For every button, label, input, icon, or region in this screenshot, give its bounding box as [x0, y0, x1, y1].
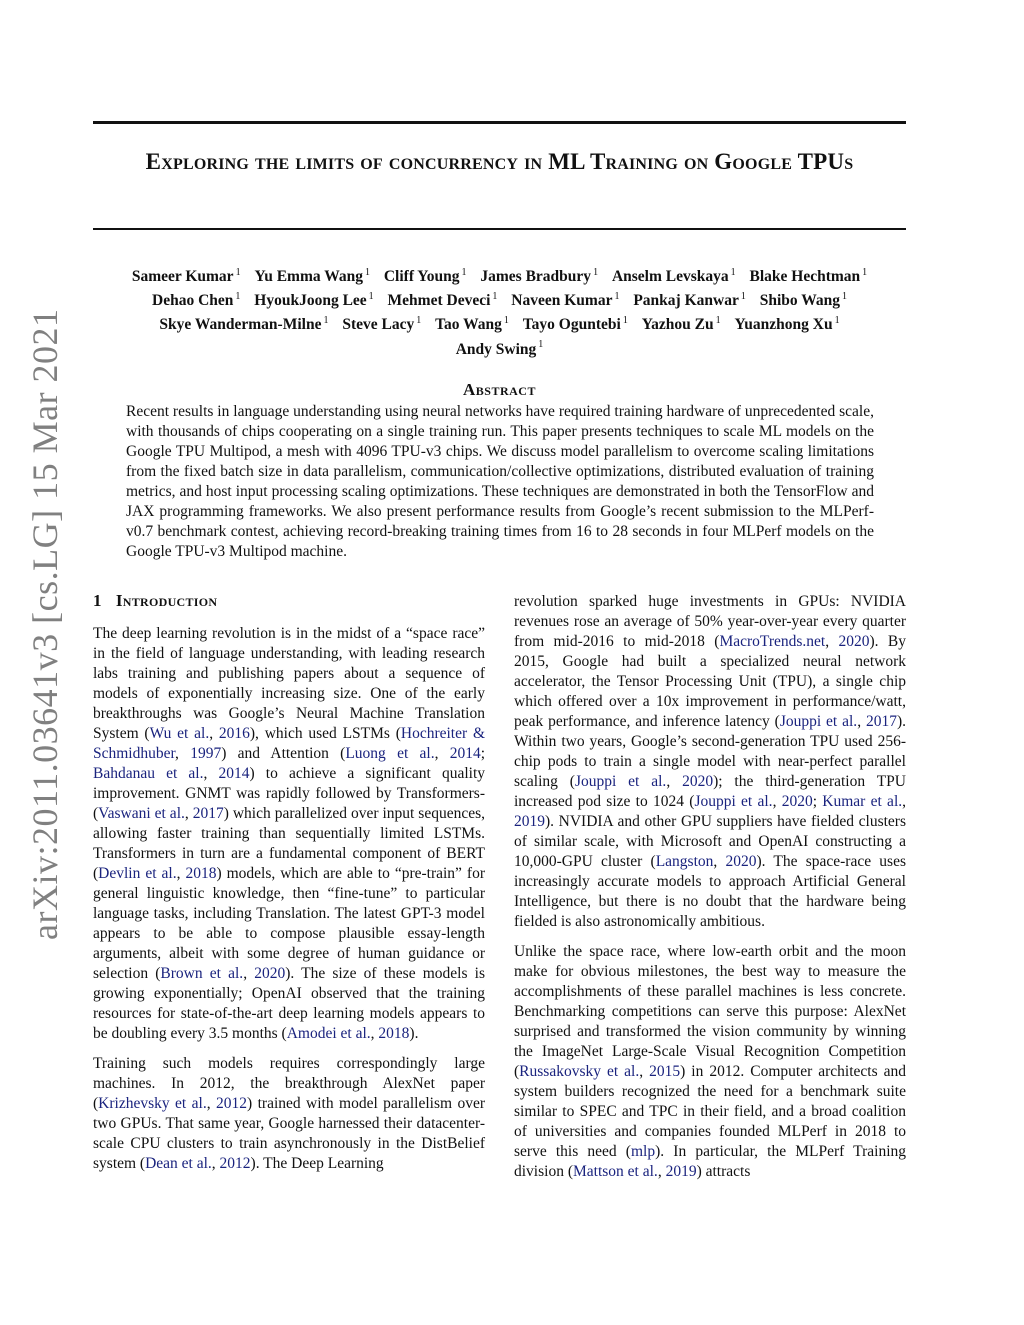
text-run: , [209, 725, 219, 742]
text-run: , [243, 965, 255, 982]
author: James Bradbury $^1$ [480, 267, 599, 286]
citation-link[interactable]: Luong et al. [345, 745, 435, 762]
text-run: ). By 2015, Google had built a specialized neural network accelerator, the Tensor Processing Unit (TPU), a single chip which offered over a 10x improvement in performance/watt, peak performance, and inference latency ( [514, 633, 906, 730]
citation-link[interactable]: 2015 [649, 1063, 681, 1080]
text-run: , [203, 765, 219, 782]
text-run: , [211, 1155, 220, 1172]
citation-link[interactable]: 2017 [192, 805, 224, 822]
paragraph [514, 942, 906, 1182]
author: Andy Swing $^1$ [455, 339, 544, 358]
text-run: , [206, 1095, 217, 1112]
text-run: ) to achieve a significant quality improvement. GNMT was rapidly followed by Transformers- ( [93, 765, 485, 822]
citation-link[interactable]: Kumar et al. [822, 793, 903, 810]
author: Dehao Chen $^1$ [152, 291, 241, 310]
citation-link[interactable]: 1997 [190, 745, 222, 762]
title-top-rule [93, 121, 906, 124]
text-run: , [666, 773, 683, 790]
author: Mehmet Deveci $^1$ [387, 291, 498, 310]
text-run: Training such models requires correspondingly large machines. In 2012, the breakthrough AlexNet paper ( [93, 1055, 485, 1112]
citation-link[interactable]: 2018 [185, 865, 217, 882]
text-run: , [175, 745, 191, 762]
arxiv-stamp: arXiv:2011.03641v3 [cs.LG] 15 Mar 2021 [25, 308, 65, 940]
text-run: ; [812, 793, 823, 810]
author: Anselm Levskaya $^1$ [611, 267, 736, 286]
citation-link[interactable]: 2014 [218, 765, 250, 782]
text-run: ); the third-generation TPU increased pod size to 1024 ( [514, 773, 906, 810]
citation-link[interactable]: mlp [630, 1143, 656, 1160]
section-title: Introduction [115, 591, 218, 610]
author: Tao Wang $^1$ [435, 315, 509, 334]
citation-link[interactable]: 2020 [682, 773, 714, 790]
text-run: , [639, 1063, 650, 1080]
text-run: ). The space-race uses increasingly accurate models to approach Artificial General Intelligence, but there is no doubt that the hardware being fielded is also astronomically ambitious. [514, 853, 906, 930]
text-run: ). The size of these models is growing exponentially; OpenAI observed that the training resources for state-of-the-art deep learning models appears to be doubling every 3.5 months ( [93, 965, 486, 1042]
author: Naveen Kumar $^1$ [511, 291, 620, 310]
citation-link[interactable]: Brown et al. [160, 965, 244, 982]
author: Blake Hechtman $^1$ [749, 267, 868, 286]
author: Yu Emma Wang $^1$ [254, 267, 370, 286]
text-run: ). In particular, the MLPerf Training division ( [514, 1143, 907, 1180]
author: Steve Lacy $^1$ [342, 315, 422, 334]
author: Yuanzhong Xu $^1$ [734, 315, 840, 334]
text-run: , [434, 745, 450, 762]
author: Yazhou Zu $^1$ [641, 315, 721, 334]
paper-title: Exploring the limits of concurrency in ML Training on Google TPUs [145, 149, 854, 174]
citation-link[interactable]: Hochreiter & Schmidhuber [93, 725, 486, 762]
citation-link[interactable]: 2020 [838, 633, 870, 650]
citation-link[interactable]: Langston [655, 853, 714, 870]
title-bottom-rule [93, 228, 906, 230]
citation-link[interactable]: 2016 [218, 725, 250, 742]
text-run: ) attracts [696, 1163, 751, 1180]
citation-link[interactable]: 2019 [665, 1163, 697, 1180]
text-run: , [902, 793, 906, 810]
citation-link[interactable]: 2012 [219, 1155, 251, 1172]
author: Tayo Oguntebi $^1$ [522, 315, 628, 334]
text-run: ), which used LSTMs ( [249, 725, 401, 742]
citation-link[interactable]: Amodei et al. [286, 1025, 371, 1042]
text-run: The deep learning revolution is in the midst of a “space race” in the field of language understanding, with leading research labs training and publishing papers about a sequence of models of exponentially increasing size. One of the early breakthroughs was Google’s Neural Machine Translation System ( [93, 625, 485, 742]
citation-link[interactable]: 2020 [254, 965, 286, 982]
text-run: ). The Deep Learning [250, 1155, 384, 1172]
citation-link[interactable]: 2014 [449, 745, 481, 762]
text-run: ) which parallelized over input sequences, allowing faster training than sequentially limited LSTMs. Transformers in turn are a fundamental component of BERT ( [93, 805, 485, 882]
text-run: , [176, 865, 186, 882]
citation-link[interactable]: 2017 [865, 713, 897, 730]
abstract-text: Recent results in language understanding using neural networks have required training hardware of unprecedented scale, with thousands of chips cooperating on a single training run. This paper presents techniques to scale ML models on the Google TPU Multipod, a mesh with 4096 TPU-v3 chips. We discuss model parallelism to overcome scaling limitations from the fixed batch size in data parallelism, communication/collective optimizations, distributed evaluation of training metrics, and host input processing scaling optimizations. These techniques are demonstrated in both the TensorFlow and JAX programming frameworks. We also present performance results from Google’s recent submission to the MLPerf-v0.7 benchmark contest, achieving record-breaking training times from 16 to 28 seconds in four MLPerf models on the Google TPU-v3 Multipod machine. [126, 403, 874, 560]
text-run: , [184, 805, 193, 822]
citation-link[interactable]: Dean et al. [145, 1155, 212, 1172]
author: Sameer Kumar $^1$ [131, 267, 241, 286]
author: Skye Wanderman-Milne $^1$ [159, 315, 329, 334]
text-run: ). Within two years, Google’s second-generation TPU used 256-chip pods to train a single model with near-perfect parallel scaling ( [514, 713, 906, 790]
paragraph [514, 592, 906, 932]
text-run: ) and Attention ( [221, 745, 346, 762]
text-run: revolution sparked huge investments in GPUs: NVIDIA revenues rose an average of 50% year-over-year every quarter from mid-2016 to mid-2018 ( [514, 593, 906, 650]
right-column [514, 592, 906, 1192]
text-run: ) trained with model parallelism over two GPUs. That same year, Google harnessed their datacenter-scale CPU clusters to train asynchronously in the DistBelief system ( [93, 1095, 486, 1172]
citation-link[interactable]: Russakovsky et al. [519, 1063, 640, 1080]
text-run: , [370, 1025, 379, 1042]
author: Cliff Young $^1$ [383, 267, 467, 286]
section-number: 1 [93, 591, 102, 610]
citation-link[interactable]: Jouppi et al. [574, 773, 667, 790]
text-run: ). NVIDIA and other GPU suppliers have fielded clusters of similar scale, with Microsoft and OpenAI constructing a 10,000-GPU cluster ( [514, 813, 906, 870]
citation-link[interactable]: Jouppi et al. [779, 713, 858, 730]
citation-link[interactable]: MacroTrends.net [719, 633, 826, 650]
citation-link[interactable]: 2012 [216, 1095, 248, 1112]
citation-link[interactable]: Devlin et al. [98, 865, 177, 882]
abstract-heading: Abstract [463, 380, 536, 399]
left-column [93, 624, 485, 1184]
citation-link[interactable]: Krizhevsky et al. [98, 1095, 207, 1112]
paragraph [93, 1054, 485, 1174]
author-list [93, 263, 906, 360]
text-run: , [772, 793, 782, 810]
author: HyoukJoong Lee $^1$ [254, 291, 374, 310]
text-run: , [857, 713, 866, 730]
author: Shibo Wang $^1$ [759, 291, 847, 310]
text-run: , [713, 853, 726, 870]
paragraph [93, 624, 485, 1044]
section-heading [93, 591, 217, 611]
author: Pankaj Kanwar $^1$ [633, 291, 746, 310]
citation-link[interactable]: 2020 [781, 793, 813, 810]
text-run: ) in 2012. Computer architects and system builders recognized the need for a benchmark suite similar to SPEC and TPC in their field, and a broad coalition of universities and companies founded MLPerf in 2018 to serve this need ( [514, 1063, 907, 1160]
text-run: ) models, which are able to “pre-train” for general linguistic knowledge, then “fine-tune” to particular language tasks, including Translation. The latest GPT-3 model appears to be able to compose plausible essay-length arguments, albeit with some degree of human guidance or selection ( [93, 865, 485, 982]
text-run: Unlike the space race, where low-earth orbit and the moon make for obvious milestones, the best way to measure the accomplishments of these parallel machines is less concrete. Benchmarking competitions can serve this purpose: AlexNet surprised and transformed the vision community by winning the ImageNet Large-Scale Visual Recognition Competition ( [514, 943, 906, 1080]
citation-link[interactable]: Wu et al. [149, 725, 210, 742]
text-run: ). [409, 1025, 419, 1042]
citation-link[interactable]: 2020 [725, 853, 757, 870]
citation-link[interactable]: 2019 [514, 813, 545, 830]
citation-link[interactable]: Bahdanau et al. [93, 765, 204, 782]
citation-link[interactable]: 2018 [378, 1025, 410, 1042]
text-run: , [657, 1163, 666, 1180]
citation-link[interactable]: Vaswani et al. [98, 805, 185, 822]
citation-link[interactable]: Jouppi et al. [694, 793, 773, 810]
text-run: , [825, 633, 839, 650]
citation-link[interactable]: Mattson et al. [573, 1163, 658, 1180]
text-run: ; [480, 745, 486, 762]
